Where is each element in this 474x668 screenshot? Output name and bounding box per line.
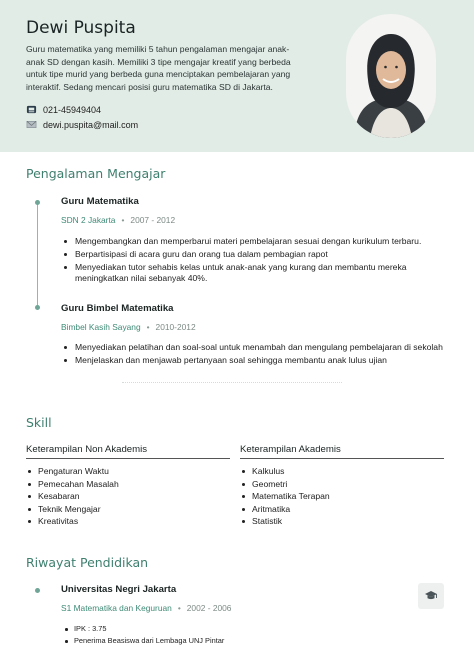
list-item: Kalkulus (240, 465, 444, 478)
academic-skills (240, 444, 444, 528)
meta-separator: • (146, 322, 150, 332)
profile-photo (346, 14, 436, 138)
education-years: 2002 - 2006 (186, 603, 232, 613)
meta-separator: • (121, 215, 125, 225)
skill-column-heading: Keterampilan Akademis (240, 444, 444, 459)
list-item: Geometri (240, 478, 444, 491)
education-meta (61, 603, 231, 613)
job-bullets (63, 236, 455, 286)
list-item: Penerima Beasiswa dari Lembaga UNJ Pintar (63, 635, 224, 647)
list-item: Kreativitas (26, 515, 230, 528)
list-item: Aritmatika (240, 503, 444, 516)
job-years: 2007 - 2012 (130, 215, 176, 225)
job-meta (61, 322, 196, 332)
timeline-dot (35, 305, 40, 310)
skill-column-heading: Keterampilan Non Akademis (26, 444, 230, 459)
list-item: IPK : 3.75 (63, 623, 224, 635)
graduation-cap-button[interactable] (418, 583, 444, 609)
list-item: Teknik Mengajar (26, 503, 230, 516)
job-title: Guru Bimbel Matematika (61, 303, 174, 314)
list-item: Kesabaran (26, 490, 230, 503)
timeline-dot (35, 588, 40, 593)
job-organization: Bimbel Kasih Sayang (61, 322, 141, 332)
timeline-dot (35, 200, 40, 205)
education-section-title: Riwayat Pendidikan (26, 555, 149, 570)
phone-number: 021-45949404 (43, 104, 102, 115)
list-item: Pengaturan Waktu (26, 465, 230, 478)
non-academic-skills (26, 444, 230, 528)
skill-list (26, 465, 230, 528)
job-organization: SDN 2 Jakarta (61, 215, 116, 225)
list-item: Matematika Terapan (240, 490, 444, 503)
graduation-cap-icon (424, 590, 438, 602)
contact-phone (26, 104, 101, 115)
section-divider (122, 382, 342, 383)
job-years: 2010-2012 (155, 322, 196, 332)
degree-name: S1 Matematika dan Keguruan (61, 603, 172, 613)
list-item: Pemecahan Masalah (26, 478, 230, 491)
contact-email (26, 119, 138, 130)
education-bullets (63, 623, 224, 647)
school-name: Universitas Negri Jakarta (61, 584, 177, 595)
skills-section-title: Skill (26, 415, 52, 430)
profile-summary: Guru matematika yang memiliki 5 tahun pengalaman mengajar anak-anak SD dengan kasih. Memiliki 3 tipe mengajar kreatif yang berbeda untuk tipe murid yang berbeda guna menciptakan pembelajaran yang interaktif. Sedang mencari posisi guru matematika SD di Jakarta. (26, 44, 291, 92)
email-address: dewi.puspita@mail.com (43, 119, 139, 130)
timeline-line (37, 204, 38, 308)
list-item: Menyediakan pelatihan dan soal-soal untuk menambah dan mengulang pembelajaran di sekolah (63, 342, 455, 353)
meta-separator: • (177, 603, 181, 613)
phone-icon (26, 104, 37, 115)
list-item: Statistik (240, 515, 444, 528)
job-meta (61, 215, 175, 225)
resume-header (0, 0, 474, 152)
job-title: Guru Matematika (61, 196, 139, 207)
list-item: Mengembangkan dan memperbarui materi pembelajaran sesuai dengan kurikulum terbaru. (63, 236, 455, 247)
job-bullets (63, 342, 455, 368)
candidate-name: Dewi Puspita (26, 18, 136, 38)
list-item: Berpartisipasi di acara guru dan orang tua dalam pembagian rapot (63, 249, 455, 260)
mail-icon (26, 119, 37, 130)
skill-list (240, 465, 444, 528)
list-item: Menjelaskan dan menjawab pertanyaan soal sehingga membantu anak lulus ujian (63, 355, 455, 366)
list-item: Menyediakan tutor sehabis kelas untuk anak-anak yang kurang dan membantu mereka meningkatkan nilai sebanyak 40%. (63, 262, 455, 284)
experience-section-title: Pengalaman Mengajar (26, 166, 166, 181)
